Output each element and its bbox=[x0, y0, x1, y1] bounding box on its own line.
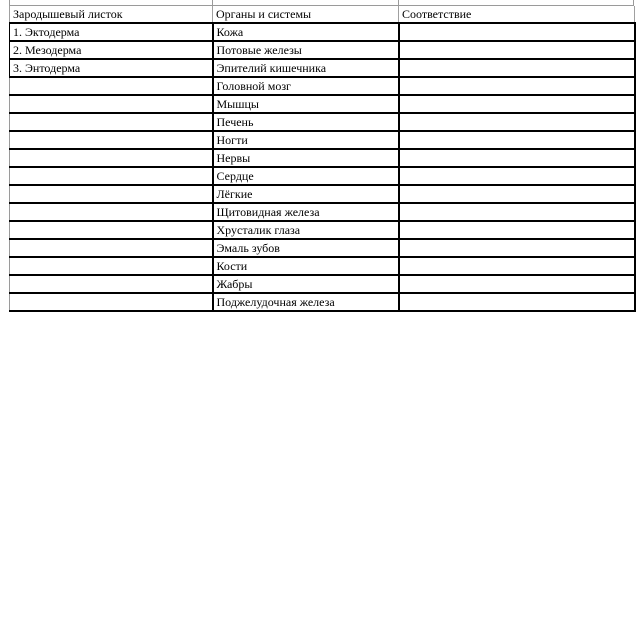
table-row bbox=[10, 149, 635, 167]
germ-layer-cell: 1. Эктодерма bbox=[10, 23, 213, 41]
organ-cell: Кожа bbox=[213, 23, 399, 41]
table-row bbox=[10, 77, 635, 95]
germ-layer-matching-table bbox=[9, 6, 636, 312]
correspondence-cell[interactable] bbox=[399, 131, 635, 149]
table-row bbox=[10, 275, 635, 293]
organ-cell: Эмаль зубов bbox=[213, 239, 399, 257]
organ-cell: Щитовидная железа bbox=[213, 203, 399, 221]
organ-cell: Сердце bbox=[213, 167, 399, 185]
germ-layer-cell bbox=[10, 203, 213, 221]
organ-cell: Потовые железы bbox=[213, 41, 399, 59]
table-header-row bbox=[10, 6, 635, 23]
table-row bbox=[10, 41, 635, 59]
header-germ-layer: Зародышевый листок bbox=[10, 6, 213, 23]
table-row bbox=[10, 239, 635, 257]
germ-layer-cell bbox=[10, 131, 213, 149]
germ-layer-cell bbox=[10, 95, 213, 113]
organ-cell: Эпителий кишечника bbox=[213, 59, 399, 77]
organ-cell: Печень bbox=[213, 113, 399, 131]
stub-cell bbox=[9, 0, 212, 5]
organ-cell: Поджелудочная железа bbox=[213, 293, 399, 311]
table-row bbox=[10, 131, 635, 149]
correspondence-cell[interactable] bbox=[399, 293, 635, 311]
correspondence-cell[interactable] bbox=[399, 41, 635, 59]
germ-layer-cell bbox=[10, 113, 213, 131]
organ-cell: Головной мозг bbox=[213, 77, 399, 95]
correspondence-cell[interactable] bbox=[399, 59, 635, 77]
table-row bbox=[10, 113, 635, 131]
germ-layer-cell: 3. Энтодерма bbox=[10, 59, 213, 77]
correspondence-cell[interactable] bbox=[399, 275, 635, 293]
correspondence-cell[interactable] bbox=[399, 167, 635, 185]
correspondence-cell[interactable] bbox=[399, 239, 635, 257]
organ-cell: Хрусталик глаза bbox=[213, 221, 399, 239]
header-organs-systems: Органы и системы bbox=[213, 6, 399, 23]
germ-layer-cell bbox=[10, 149, 213, 167]
correspondence-cell[interactable] bbox=[399, 257, 635, 275]
table-row bbox=[10, 23, 635, 41]
table-row bbox=[10, 203, 635, 221]
correspondence-cell[interactable] bbox=[399, 113, 635, 131]
organ-cell: Жабры bbox=[213, 275, 399, 293]
stub-cell bbox=[398, 0, 634, 5]
document-page bbox=[9, 0, 634, 312]
organ-cell: Кости bbox=[213, 257, 399, 275]
germ-layer-cell bbox=[10, 257, 213, 275]
table-row bbox=[10, 293, 635, 311]
germ-layer-cell bbox=[10, 185, 213, 203]
correspondence-cell[interactable] bbox=[399, 149, 635, 167]
table-row bbox=[10, 185, 635, 203]
table-row bbox=[10, 59, 635, 77]
header-correspondence: Соответствие bbox=[399, 6, 635, 23]
germ-layer-cell: 2. Мезодерма bbox=[10, 41, 213, 59]
correspondence-cell[interactable] bbox=[399, 185, 635, 203]
table-row bbox=[10, 221, 635, 239]
organ-cell: Нервы bbox=[213, 149, 399, 167]
germ-layer-cell bbox=[10, 293, 213, 311]
correspondence-cell[interactable] bbox=[399, 95, 635, 113]
organ-cell: Мышцы bbox=[213, 95, 399, 113]
germ-layer-cell bbox=[10, 275, 213, 293]
germ-layer-cell bbox=[10, 167, 213, 185]
table-body bbox=[10, 23, 635, 311]
table-row bbox=[10, 167, 635, 185]
table-row bbox=[10, 257, 635, 275]
germ-layer-cell bbox=[10, 239, 213, 257]
correspondence-cell[interactable] bbox=[399, 221, 635, 239]
stub-cell bbox=[212, 0, 398, 5]
correspondence-cell[interactable] bbox=[399, 23, 635, 41]
table-row bbox=[10, 95, 635, 113]
organ-cell: Лёгкие bbox=[213, 185, 399, 203]
correspondence-cell[interactable] bbox=[399, 203, 635, 221]
germ-layer-cell bbox=[10, 77, 213, 95]
correspondence-cell[interactable] bbox=[399, 77, 635, 95]
germ-layer-cell bbox=[10, 221, 213, 239]
organ-cell: Ногти bbox=[213, 131, 399, 149]
